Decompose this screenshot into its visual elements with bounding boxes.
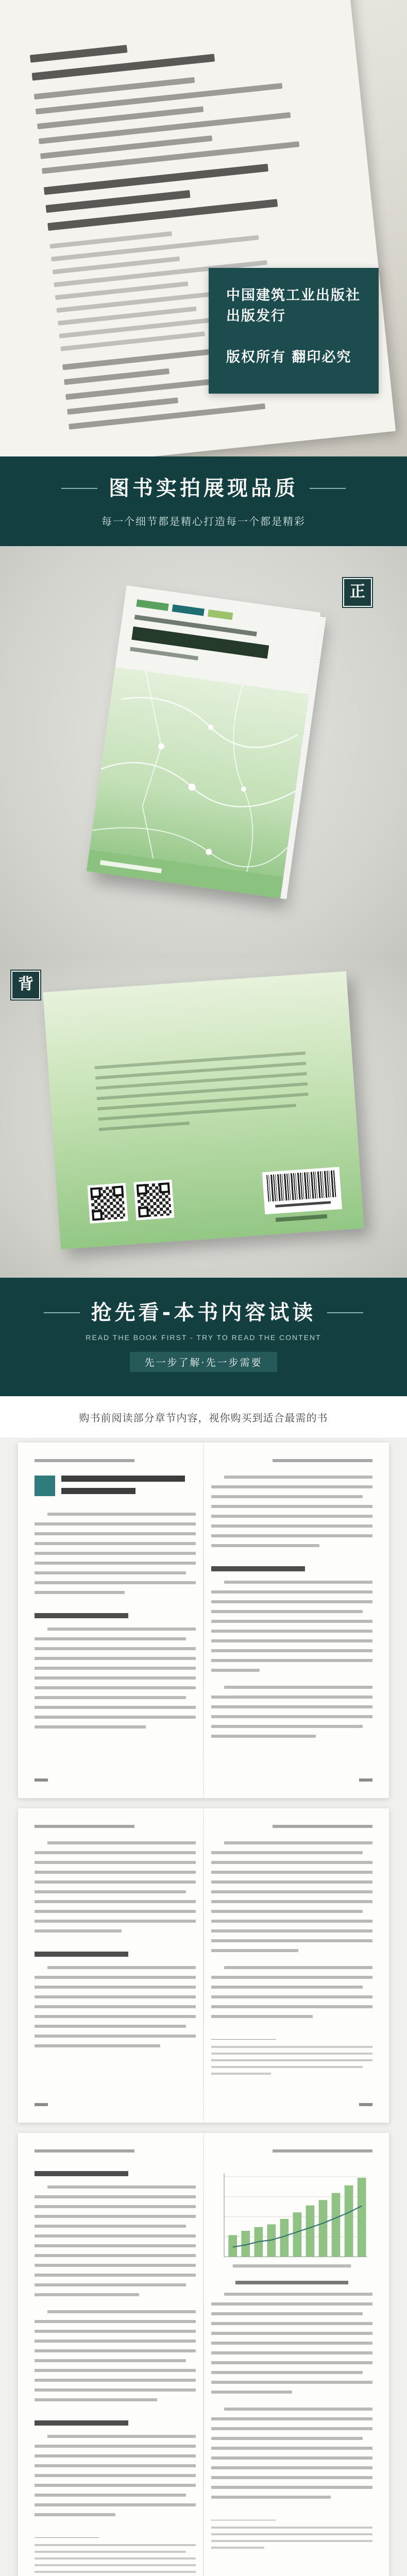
text-line: [35, 1716, 196, 1719]
text-line: [35, 1667, 196, 1670]
qr-code: [133, 1180, 174, 1221]
text-line: [35, 2454, 196, 2458]
text-line: [211, 2437, 363, 2440]
text-line: [47, 1513, 196, 1516]
front-cover-book: [87, 585, 320, 898]
footnote-rule: [35, 2537, 99, 2538]
text-line: [211, 1534, 372, 1537]
text-line: [35, 2205, 196, 2208]
banner-title-row: [61, 474, 346, 503]
text-line: [211, 1649, 372, 1652]
text-line: [211, 1986, 363, 1989]
text-line: [211, 1735, 316, 1738]
text-line: [35, 2044, 160, 2047]
text-line: [211, 2005, 372, 2008]
text-line: [224, 1476, 372, 1479]
text-line: [35, 1591, 125, 1594]
cip-data-block: [34, 65, 319, 174]
text-line: [211, 1630, 372, 1633]
qr-finder: [113, 1185, 124, 1196]
page-figure: [211, 2166, 372, 2284]
text-line: [35, 1657, 196, 1660]
map-route-line: [98, 757, 296, 815]
text-line: [211, 1976, 372, 1979]
rights-notice: 版权所有 翻印必究: [226, 349, 352, 365]
text-line: [35, 1986, 196, 1989]
preview-intro: [0, 1396, 407, 1437]
chapter-title-line: [61, 1476, 185, 1482]
text-line: [35, 1976, 196, 1979]
text-line: [51, 235, 259, 261]
text-line: [35, 1647, 196, 1650]
text-line: [35, 1552, 196, 1555]
back-cover-book: [43, 971, 364, 1249]
text-line: [211, 1715, 372, 1718]
photo-banner-subtitle: 每一个细节都是精心打造每一个都是精彩: [101, 515, 306, 528]
text-line: [30, 45, 128, 63]
text-line: [99, 1122, 190, 1131]
publisher-name: 中国建筑工业出版社: [226, 287, 361, 303]
page-gutter: [203, 2133, 204, 2576]
text-line: [47, 1841, 196, 1844]
paragraph: [211, 2408, 372, 2505]
paragraph: [211, 2293, 372, 2400]
price-label: [276, 1214, 327, 1222]
text-line: [35, 2215, 196, 2218]
barcode-number: [276, 1201, 331, 1207]
preview-page: [18, 2133, 389, 2576]
text-line: [35, 2464, 196, 2467]
text-line: [211, 2447, 372, 2450]
figure-axis-labels: [233, 2264, 351, 2267]
text-line: [35, 2359, 186, 2362]
text-line: [35, 2445, 196, 2448]
text-line: [224, 1966, 372, 1969]
text-line: [224, 1841, 372, 1844]
map-node: [206, 849, 213, 856]
text-line: [35, 2513, 115, 2516]
page-gutter: [203, 1808, 204, 2123]
text-line: [36, 83, 282, 114]
figure-bar: [319, 2200, 328, 2257]
text-line: [211, 2059, 372, 2061]
text-line: [211, 2371, 363, 2374]
text-line: [211, 1639, 372, 1642]
decorative-rule: [327, 1312, 363, 1313]
text-line: [35, 1637, 186, 1640]
text-line: [35, 2244, 196, 2247]
text-line: [211, 1910, 363, 1913]
isbn-barcode: [262, 1167, 342, 1214]
chapter-label-box: [35, 1476, 55, 1496]
text-line: [211, 2053, 372, 2055]
cover-tag: [172, 604, 205, 616]
qr-finder: [159, 1182, 170, 1193]
text-line: [64, 368, 169, 385]
text-line: [211, 2073, 271, 2075]
text-line: [35, 1676, 196, 1680]
paragraph: [35, 1628, 196, 1735]
text-line: [35, 1890, 186, 1893]
text-line: [67, 397, 178, 415]
paragraph: [211, 1581, 372, 1679]
text-line: [224, 1581, 372, 1584]
text-line: [35, 2484, 196, 2487]
text-line: [35, 1851, 196, 1854]
text-line: [211, 2312, 363, 2315]
text-line: [211, 1696, 372, 1699]
map-node: [158, 743, 165, 750]
text-line: [35, 1900, 196, 1903]
banner-title-row: [44, 1298, 364, 1327]
text-line: [211, 1669, 260, 1672]
text-line: [211, 1705, 372, 1708]
page-number: [35, 1778, 48, 1782]
text-line: [35, 2340, 196, 2343]
text-line: [211, 1871, 372, 1874]
preview-banner-title: 抢先看-本书内容试读: [91, 1301, 316, 1325]
figure-caption: [235, 2281, 348, 2284]
text-line: [35, 2225, 186, 2228]
text-line: [35, 1706, 196, 1709]
page-gutter: [203, 1443, 204, 1798]
text-line: [47, 2185, 196, 2189]
text-line: [211, 2547, 264, 2549]
back-cover-photo: [0, 953, 407, 1278]
publisher-distribution: 出版发行: [226, 308, 286, 324]
text-line: [35, 2388, 196, 2392]
text-line: [211, 2332, 372, 2335]
text-line: [35, 2349, 196, 2352]
figure-bar: [280, 2219, 289, 2257]
page-left: [35, 1459, 196, 1782]
preview-intro-text: 购书前阅读部分章节内容，视你购买到适合最需的书: [79, 1412, 328, 1424]
paragraph: [35, 1841, 196, 1939]
text-line: [35, 2264, 196, 2267]
text-line: [211, 2476, 372, 2479]
decorative-rule: [61, 488, 97, 489]
cover-author: [130, 647, 198, 660]
text-line: [35, 2320, 196, 2323]
preview-page: [18, 1808, 389, 2123]
section-heading: [35, 1613, 128, 1618]
text-line: [211, 2427, 372, 2430]
text-line: [35, 2293, 139, 2296]
text-line: [211, 1725, 363, 1728]
text-line: [211, 1900, 372, 1903]
text-line: [35, 1686, 196, 1689]
cover-tag: [208, 609, 233, 620]
running-head: [273, 1825, 372, 1828]
text-line: [35, 1861, 196, 1864]
text-line: [211, 2381, 372, 2384]
text-line: [211, 1600, 372, 1603]
text-line: [35, 1995, 196, 1998]
text-line: [35, 1920, 196, 1923]
text-line: [35, 2474, 196, 2477]
cover-tag: [136, 599, 168, 611]
chapter-title-line: [61, 1488, 135, 1494]
barcode-bars: [266, 1170, 337, 1201]
page-right: [211, 2149, 372, 2576]
text-line: [211, 2456, 372, 2460]
text-line: [35, 1542, 196, 1545]
cover-map-panel: [87, 667, 309, 899]
paragraph: [35, 2185, 196, 2303]
footnotes: [35, 2544, 196, 2576]
page-right: [211, 1459, 372, 1782]
text-line: [211, 2466, 372, 2469]
text-line: [211, 1515, 372, 1518]
text-line: [211, 1659, 372, 1662]
paragraph: [211, 1686, 372, 1744]
text-line: [35, 2564, 196, 2566]
text-line: [35, 2274, 196, 2277]
publisher-box: [209, 268, 379, 394]
text-line: [211, 2486, 372, 2489]
text-line: [211, 2046, 372, 2048]
page-right: [211, 1825, 372, 2106]
map-route-line: [117, 671, 186, 881]
front-badge: 正: [343, 578, 372, 607]
text-line: [211, 2322, 372, 2325]
text-line: [35, 2494, 186, 2497]
text-line: [211, 1851, 363, 1854]
text-line: [35, 2544, 196, 2546]
text-line: [211, 2342, 372, 2345]
section-heading: [35, 1952, 128, 1957]
running-head: [273, 1459, 372, 1462]
text-line: [211, 1620, 372, 1623]
running-head: [35, 1825, 134, 1828]
qr-finder: [90, 1187, 101, 1198]
text-line: [211, 1505, 372, 1508]
qr-code: [88, 1183, 128, 1224]
footnotes: [211, 2527, 372, 2553]
text-line: [35, 2234, 196, 2238]
paragraph: [211, 1966, 372, 2025]
text-line: [211, 2361, 372, 2364]
text-line: [211, 1610, 363, 1613]
text-line: [35, 1880, 196, 1884]
qr-finder: [92, 1210, 103, 1221]
figure-bar: [358, 2178, 366, 2257]
text-line: [211, 1929, 372, 1933]
text-line: [35, 2571, 196, 2573]
text-line: [211, 2417, 372, 2420]
chapter-heading: [35, 1476, 196, 1500]
text-line: [211, 1939, 372, 1942]
text-line: [211, 2540, 372, 2542]
text-line: [35, 2398, 157, 2401]
text-line: [35, 2015, 196, 2018]
text-line: [224, 2293, 372, 2296]
text-line: [35, 1696, 186, 1699]
text-line: [35, 2283, 186, 2286]
figure-bar: [306, 2206, 315, 2257]
text-line: [211, 1495, 363, 1498]
text-line: [35, 2035, 196, 2038]
photo-banner-title: 图书实拍展现品质: [109, 477, 298, 500]
text-line: [211, 1861, 372, 1864]
text-line: [35, 1929, 122, 1933]
text-line: [211, 1880, 372, 1884]
text-line: [35, 2005, 196, 2008]
text-line: [35, 2379, 196, 2382]
figure-bar: [293, 2212, 302, 2257]
text-line: [211, 1544, 319, 1547]
figure-bar: [345, 2185, 353, 2257]
map-node: [241, 786, 246, 792]
text-line: [211, 2533, 372, 2535]
text-line: [35, 1532, 196, 1535]
figure-bar: [228, 2235, 237, 2257]
text-line: [211, 1890, 372, 1893]
text-line: [35, 1571, 186, 1574]
decorative-rule: [310, 488, 346, 489]
paragraph: [35, 2435, 196, 2523]
running-head: [273, 2149, 372, 2153]
text-line: [35, 2254, 196, 2257]
text-line: [211, 2496, 331, 2499]
paragraph: [35, 1513, 196, 1601]
text-line: [35, 1725, 146, 1728]
text-line: [47, 1966, 196, 1969]
text-line: [211, 1995, 372, 1998]
paragraph: [35, 2310, 196, 2408]
decorative-rule: [44, 1312, 80, 1313]
back-cover-blurb: [95, 1052, 311, 1138]
section-heading: [35, 2420, 128, 2426]
text-line: [211, 2066, 363, 2068]
page-number: [35, 2103, 48, 2106]
page-left: [35, 2149, 196, 2576]
text-line: [211, 1524, 372, 1528]
text-line: [35, 2369, 196, 2372]
text-line: [211, 2015, 313, 2018]
text-line: [35, 2195, 196, 2198]
text-line: [224, 2408, 372, 2411]
text-line: [211, 1949, 298, 1952]
running-head: [35, 1459, 134, 1462]
text-line: [35, 1581, 196, 1584]
text-line: [35, 2025, 186, 2028]
sample-pages: [0, 1437, 407, 2576]
paragraph: [211, 1476, 372, 1554]
map-route-line: [117, 694, 300, 754]
text-line: [35, 1562, 196, 1565]
text-line: [35, 1910, 196, 1913]
text-line: [45, 190, 190, 213]
text-line: [211, 2391, 292, 2394]
paragraph: [211, 1841, 372, 1959]
photo-section-banner: [0, 456, 407, 546]
section-heading: [211, 1566, 305, 1571]
page-left: [35, 1825, 196, 2106]
back-badge: 背: [11, 971, 40, 999]
preview-banner-tagline: 先一步了解·先一步需要: [130, 1352, 277, 1372]
text-line: [39, 112, 291, 144]
text-line: [211, 1485, 372, 1488]
text-line: [211, 2351, 372, 2354]
qr-finder: [137, 1184, 147, 1195]
footnote-rule: [211, 2039, 276, 2040]
preview-page: [18, 1443, 389, 1798]
section-heading: [35, 2171, 128, 2176]
qr-finder: [138, 1207, 149, 1217]
text-line: [35, 1522, 196, 1526]
running-head: [35, 2149, 134, 2153]
text-line: [211, 1920, 372, 1923]
preview-banner-english: READ THE BOOK FIRST - TRY TO READ THE CONTENT: [86, 1333, 321, 1342]
copyright-page-photo: [0, 0, 407, 456]
footnotes: [211, 2046, 372, 2079]
text-line: [35, 1871, 196, 1874]
preview-section-banner: [0, 1278, 407, 1396]
text-line: [47, 1628, 196, 1631]
paragraph: [35, 1966, 196, 2054]
figure-bar: [332, 2193, 341, 2257]
text-line: [224, 1686, 372, 1689]
text-line: [35, 2330, 196, 2333]
front-cover-photo: [0, 546, 407, 953]
text-line: [211, 2527, 372, 2529]
text-line: [211, 2302, 372, 2306]
chapter-title: [61, 1476, 196, 1500]
text-line: [35, 2551, 186, 2553]
figure-bar-chart: [211, 2166, 372, 2274]
text-line: [47, 2310, 196, 2313]
cover-tag-row: [136, 599, 307, 630]
text-line: [35, 2503, 196, 2506]
text-line: [211, 1590, 372, 1594]
page-number: [359, 1778, 372, 1782]
page-number: [359, 2103, 372, 2106]
text-line: [47, 2435, 196, 2438]
text-line: [35, 2557, 196, 2560]
